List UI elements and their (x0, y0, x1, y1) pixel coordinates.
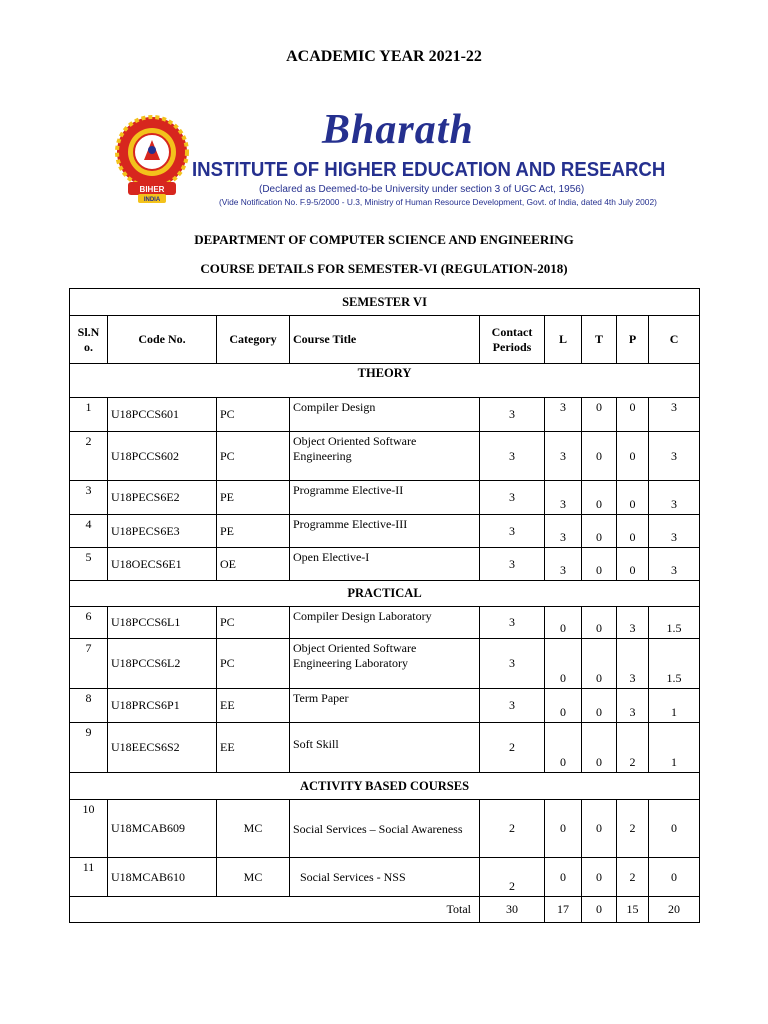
header-c: C (649, 316, 700, 364)
cell-p: 0 (617, 398, 649, 432)
cell-c: 3 (649, 432, 700, 481)
table-row (70, 398, 700, 432)
cell-contact: 3 (480, 432, 545, 481)
table-row (70, 432, 700, 481)
cell-l: 0 (545, 858, 582, 897)
header-category: Category (217, 316, 290, 364)
cell-c: 3 (649, 515, 700, 548)
cell-p: 2 (617, 858, 649, 897)
header-title: Course Title (290, 316, 480, 364)
cell-category: EE (217, 689, 290, 723)
semester-heading: SEMESTER VI (70, 289, 700, 316)
cell-slno: 3 (70, 481, 108, 515)
cell-category: PC (217, 607, 290, 639)
cell-category: MC (217, 858, 290, 897)
cell-l: 0 (545, 723, 582, 773)
cell-code: U18PCCS6L2 (108, 639, 217, 689)
cell-title: Soft Skill (290, 723, 480, 773)
cell-contact: 3 (480, 481, 545, 515)
total-p: 15 (617, 897, 649, 923)
cell-c: 1.5 (649, 607, 700, 639)
institution-notification: (Vide Notification No. F.9-5/2000 - U.3, Ministry of Human Resource Development, Govt. of India, dated 4th July 2002) (219, 197, 657, 207)
cell-code: U18PCCS602 (108, 432, 217, 481)
cell-slno: 1 (70, 398, 108, 432)
cell-p: 3 (617, 607, 649, 639)
total-label: Total (70, 897, 480, 923)
cell-category: PC (217, 398, 290, 432)
cell-t: 0 (582, 515, 617, 548)
cell-contact: 3 (480, 639, 545, 689)
section-theory: THEORY (70, 364, 700, 398)
cell-c: 0 (649, 858, 700, 897)
header-t: T (582, 316, 617, 364)
cell-l: 0 (545, 800, 582, 858)
cell-p: 0 (617, 432, 649, 481)
cell-t: 0 (582, 548, 617, 581)
cell-slno: 10 (70, 800, 108, 858)
cell-slno: 8 (70, 689, 108, 723)
cell-l: 0 (545, 607, 582, 639)
cell-t: 0 (582, 432, 617, 481)
cell-t: 0 (582, 481, 617, 515)
cell-contact: 2 (480, 858, 545, 897)
cell-l: 3 (545, 481, 582, 515)
cell-slno: 9 (70, 723, 108, 773)
cell-category: MC (217, 800, 290, 858)
cell-l: 3 (545, 432, 582, 481)
cell-code: U18PECS6E3 (108, 515, 217, 548)
cell-l: 3 (545, 398, 582, 432)
cell-c: 1.5 (649, 639, 700, 689)
cell-t: 0 (582, 858, 617, 897)
cell-title: Programme Elective-II (290, 481, 480, 515)
cell-l: 3 (545, 515, 582, 548)
cell-title: Compiler Design Laboratory (290, 607, 480, 639)
cell-title: Object Oriented Software Engineering (290, 432, 480, 481)
cell-slno: 7 (70, 639, 108, 689)
cell-t: 0 (582, 800, 617, 858)
logo-subtext: INDIA (143, 197, 161, 203)
cell-title: Term Paper (290, 689, 480, 723)
cell-title: Open Elective-I (290, 548, 480, 581)
table-row (70, 548, 700, 581)
table-row (70, 515, 700, 548)
cell-slno: 11 (70, 858, 108, 897)
cell-slno: 4 (70, 515, 108, 548)
cell-t: 0 (582, 723, 617, 773)
section-activity: ACTIVITY BASED COURSES (70, 773, 700, 800)
total-t: 0 (582, 897, 617, 923)
cell-category: PE (217, 515, 290, 548)
table-row (70, 481, 700, 515)
cell-p: 2 (617, 723, 649, 773)
cell-slno: 6 (70, 607, 108, 639)
cell-p: 0 (617, 548, 649, 581)
cell-code: U18MCAB610 (108, 858, 217, 897)
cell-title: Programme Elective-III (290, 515, 480, 548)
total-row (70, 897, 700, 923)
cell-title: Social Services – Social Awareness (290, 800, 480, 858)
department-title: DEPARTMENT OF COMPUTER SCIENCE AND ENGINEERING (194, 232, 574, 247)
logo-text: BIHER (139, 185, 165, 194)
cell-p: 2 (617, 800, 649, 858)
cell-l: 3 (545, 548, 582, 581)
cell-c: 1 (649, 689, 700, 723)
table-row (70, 639, 700, 689)
academic-year-heading: ACADEMIC YEAR 2021-22 (286, 48, 482, 65)
cell-p: 3 (617, 639, 649, 689)
cell-title: Compiler Design (290, 398, 480, 432)
cell-p: 3 (617, 689, 649, 723)
total-l: 17 (545, 897, 582, 923)
cell-code: U18OECS6E1 (108, 548, 217, 581)
cell-category: EE (217, 723, 290, 773)
cell-p: 0 (617, 481, 649, 515)
cell-title: Object Oriented Software Engineering Laboratory (290, 639, 480, 689)
header-l: L (545, 316, 582, 364)
table-row (70, 858, 700, 897)
cell-t: 0 (582, 689, 617, 723)
course-details-title: COURSE DETAILS FOR SEMESTER-VI (REGULATION-2018) (200, 261, 568, 276)
cell-slno: 2 (70, 432, 108, 481)
section-practical: PRACTICAL (70, 581, 700, 607)
cell-p: 0 (617, 515, 649, 548)
cell-title: Social Services - NSS (290, 858, 480, 897)
total-c: 20 (649, 897, 700, 923)
cell-c: 1 (649, 723, 700, 773)
cell-l: 0 (545, 639, 582, 689)
cell-l: 0 (545, 689, 582, 723)
institution-name: Bharath (322, 107, 474, 153)
header-contact: Contact Periods (480, 316, 545, 364)
cell-c: 3 (649, 398, 700, 432)
cell-t: 0 (582, 607, 617, 639)
cell-contact: 2 (480, 723, 545, 773)
table-row (70, 800, 700, 858)
header-p: P (617, 316, 649, 364)
cell-contact: 3 (480, 515, 545, 548)
cell-contact: 2 (480, 800, 545, 858)
cell-contact: 3 (480, 548, 545, 581)
cell-code: U18PCCS601 (108, 398, 217, 432)
cell-category: OE (217, 548, 290, 581)
institution-full-name: INSTITUTE OF HIGHER EDUCATION AND RESEARCH (192, 159, 666, 181)
cell-code: U18MCAB609 (108, 800, 217, 858)
cell-code: U18PCCS6L1 (108, 607, 217, 639)
cell-code: U18EECS6S2 (108, 723, 217, 773)
biher-logo (114, 114, 190, 206)
table-row (70, 689, 700, 723)
cell-category: PC (217, 639, 290, 689)
cell-contact: 3 (480, 398, 545, 432)
cell-code: U18PECS6E2 (108, 481, 217, 515)
cell-t: 0 (582, 639, 617, 689)
cell-category: PE (217, 481, 290, 515)
table-row (70, 723, 700, 773)
institution-declaration: (Declared as Deemed-to-be University under section 3 of UGC Act, 1956) (259, 184, 585, 195)
cell-contact: 3 (480, 607, 545, 639)
cell-slno: 5 (70, 548, 108, 581)
institution-banner (192, 106, 666, 216)
cell-c: 3 (649, 548, 700, 581)
table-row (70, 607, 700, 639)
cell-code: U18PRCS6P1 (108, 689, 217, 723)
cell-t: 0 (582, 398, 617, 432)
course-table (69, 288, 700, 923)
header-slno: Sl.N o. (70, 316, 108, 364)
cell-c: 0 (649, 800, 700, 858)
header-code: Code No. (108, 316, 217, 364)
cell-c: 3 (649, 481, 700, 515)
cell-category: PC (217, 432, 290, 481)
cell-contact: 3 (480, 689, 545, 723)
total-contact: 30 (480, 897, 545, 923)
